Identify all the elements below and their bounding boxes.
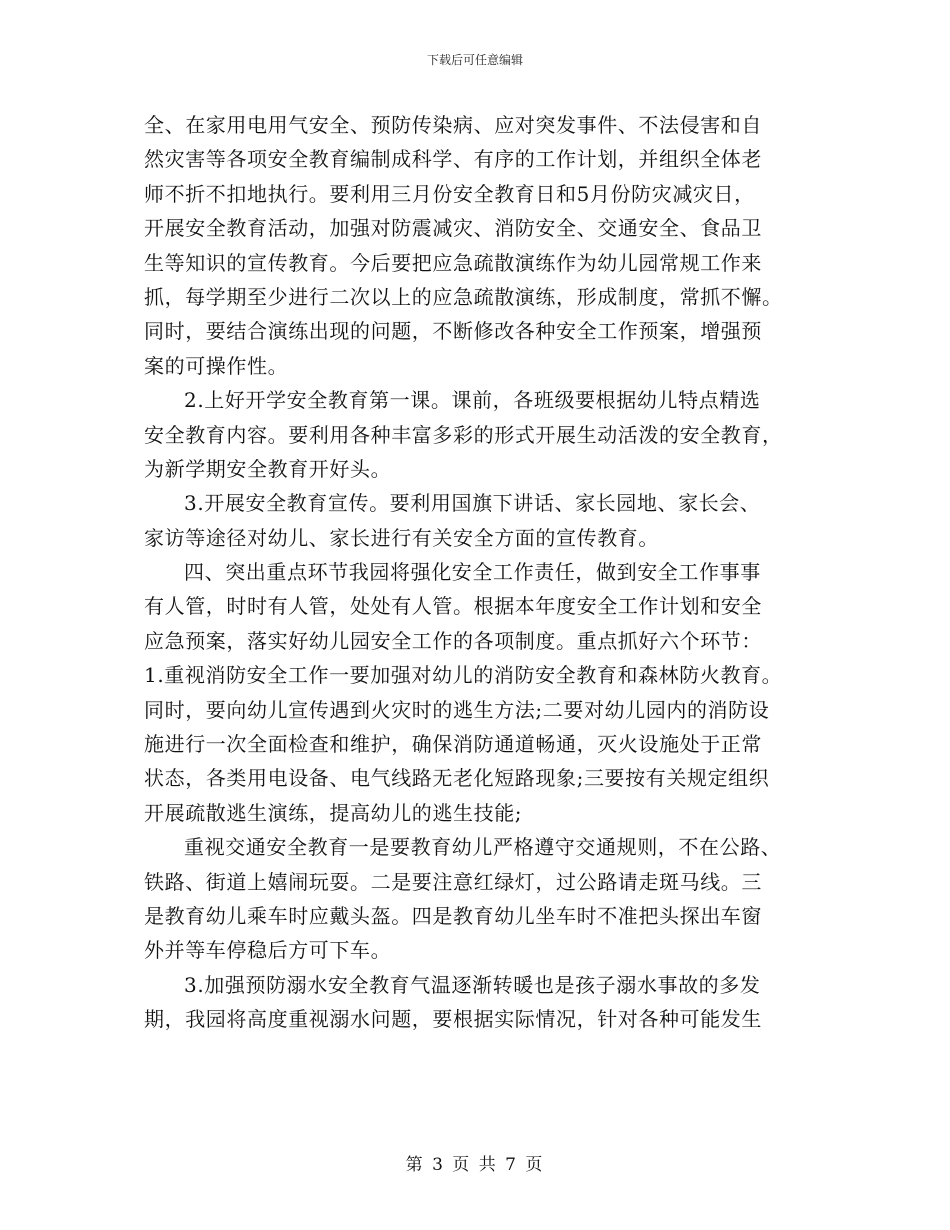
body-text-line: 3.加强预防溺水安全教育气温逐渐转暖也是孩子溺水事故的多发 [184, 972, 761, 997]
body-text-line: 案的可操作性。 [144, 353, 289, 378]
body-text-line: 铁路、街道上嬉闹玩耍。二是要注意红绿灯，过公路请走斑马线。三 [144, 869, 762, 894]
page-number-footer: 第 3 页 共 7 页 [405, 1155, 545, 1175]
document-body [144, 108, 809, 1037]
body-text-line: 家访等途径对幼儿、家长进行有关安全方面的宣传教育。 [144, 525, 659, 550]
body-text-line: 有人管，时时有人管，处处有人管。根据本年度安全工作计划和安全 [144, 594, 762, 619]
body-text-line: 安全教育内容。要利用各种丰富多彩的形式开展生动活泼的安全教育， [144, 422, 783, 447]
body-text-line: 师不折不扣地执行。要利用三月份安全教育日和5月份防灾减灾日， [144, 181, 755, 206]
body-text-line: 开展安全教育活动，加强对防震减灾、消防安全、交通安全、食品卫 [144, 216, 762, 241]
body-text-line: 全、在家用电用气安全、预防传染病、应对突发事件、不法侵害和自 [144, 113, 762, 137]
body-text-line: 抓，每学期至少进行二次以上的应急疏散演练，形成制度，常抓不懈。 [144, 284, 783, 309]
body-text-line: 3.开展安全教育宣传。要利用国旗下讲话、家长园地、家长会、 [184, 491, 761, 516]
page-header-note: 下载后可任意编辑 [426, 53, 523, 67]
body-text-line: 同时，要结合演练出现的问题，不断修改各种安全工作预案，增强预 [144, 319, 762, 344]
body-text-line: 开展疏散逃生演练，提高幼儿的逃生技能; [144, 800, 523, 825]
body-text-line: 是教育幼儿乘车时应戴头盔。四是教育幼儿坐车时不准把头探出车窗 [144, 903, 762, 928]
body-text-line: 为新学期安全教育开好头。 [144, 456, 392, 481]
body-text-line: 2.上好开学安全教育第一课。课前，各班级要根据幼儿特点精选 [184, 388, 761, 413]
body-text-line: 同时，要向幼儿宣传遇到火灾时的逃生方法;二要对幼儿园内的消防设 [144, 697, 770, 722]
body-text-line: 状态，各类用电设备、电气线路无老化短路现象;三要按有关规定组织 [144, 766, 770, 791]
body-text-line: 1.重视消防安全工作一要加强对幼儿的消防安全教育和森林防火教育。 [144, 663, 783, 688]
body-text-line: 重视交通安全教育一是要教育幼儿严格遵守交通规则，不在公路、 [184, 835, 782, 860]
body-text-line: 施进行一次全面检查和维护，确保消防通道畅通，灭火设施处于正常 [144, 732, 762, 757]
body-text-line: 四、突出重点环节我园将强化安全工作责任，做到安全工作事事 [184, 560, 761, 585]
body-text-line: 外并等车停稳后方可下车。 [144, 938, 392, 963]
body-text-line: 应急预案，落实好幼儿园安全工作的各项制度。重点抓好六个环节： [144, 628, 762, 653]
body-text-line: 期，我园将高度重视溺水问题，要根据实际情况，针对各种可能发生 [144, 1007, 762, 1032]
body-text-line: 生等知识的宣传教育。今后要把应急疏散演练作为幼儿园常规工作来 [144, 250, 762, 275]
body-text-line: 然灾害等各项安全教育编制成科学、有序的工作计划，并组织全体老 [144, 147, 762, 172]
